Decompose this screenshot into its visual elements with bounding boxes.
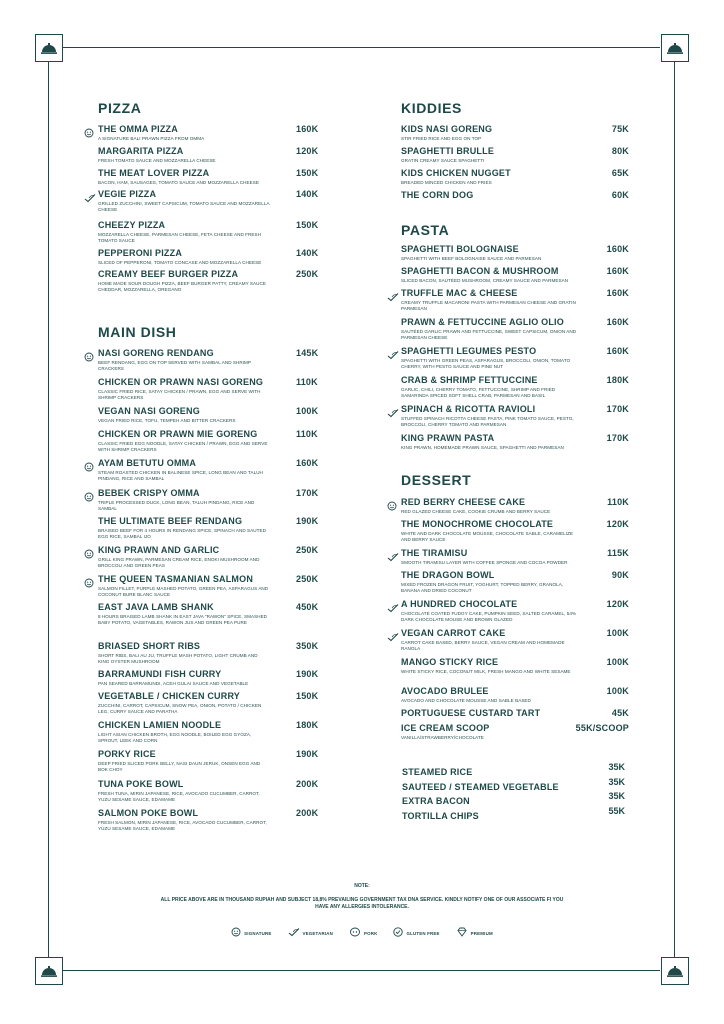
- extra-item-name: STEAMED RICE: [402, 767, 473, 777]
- icon-legend: [0, 924, 724, 942]
- menu-item-name: A HUNDRED CHOCOLATE: [401, 599, 518, 609]
- menu-item: [401, 124, 629, 142]
- menu-item-name: KIDS NASI GORENG: [401, 124, 493, 134]
- section-title-main-dish: MAIN DISH: [98, 324, 177, 340]
- menu-item: [98, 429, 338, 453]
- leaf-check-icon: [387, 600, 397, 610]
- menu-item-description: SAUTÉED GARLIC PRAWN AND FETTUCCINE, SWEET CAPSICUM, ONION AND PARMESAN CHEESE: [401, 328, 577, 340]
- menu-item-description: ZUCCHINI, CARROT, CAPSICUM, SNOW PEA, ONION, POTATO / CHICKEN LEG, CURRY SAUCE AND PARATHA: [98, 702, 262, 714]
- menu-item-description: BACON, HAM, SAUSAGES, TOMATO SAUCE AND MOZZARELLA CHEESE: [98, 179, 259, 185]
- menu-item-name: ICE CREAM SCOOP: [401, 723, 490, 733]
- menu-item-description: SMOOTH TIRAMISU LAYER WITH COFFEE SPONGE AND COCOA POWDER: [401, 559, 568, 565]
- menu-item-price: 250K: [296, 574, 319, 584]
- gluten-free-seal-icon: [393, 924, 403, 942]
- menu-item-description: HOME MADE SOUR DOUGH PIZZA, BEEF BURGER PATTY, CREAMY SAUCE CHEDDAR, MOZZARELLA, OREGANO: [98, 280, 267, 292]
- legend-item: [349, 924, 378, 942]
- menu-item: [401, 375, 629, 399]
- menu-item-description: VEGAN FRIED RICE, TOFU, TEMPEH AND BITTER CRACKERS: [98, 417, 236, 423]
- menu-item-price: 140K: [296, 189, 319, 199]
- menu-item-description: STEAM ROASTED CHICKEN IN BALINESE SPICE, LONG BEAN AND TALUH PINDANG, RICE AND SAMBAL: [98, 469, 263, 481]
- menu-item: [98, 248, 338, 266]
- menu-item-price: 110K: [296, 429, 318, 439]
- menu-item-description: RED GLAZED CHEESE CAKE, COOKIE CRUMB AND BERRY SAUCE: [401, 508, 551, 514]
- corner-top-left: [35, 34, 63, 62]
- menu-item-name: AYAM BETUTU OMMA: [98, 458, 197, 468]
- menu-item-price: 55K/SCOOP: [575, 723, 629, 733]
- menu-item: [401, 497, 629, 515]
- menu-item-price: 190K: [296, 516, 319, 526]
- menu-item: [98, 348, 338, 372]
- menu-item-name: SPAGHETTI BOLOGNAISE: [401, 244, 519, 254]
- menu-item-price: 150K: [296, 220, 319, 230]
- legend-label: VEGETARIAN: [302, 930, 333, 936]
- menu-item-price: 160K: [606, 317, 629, 327]
- menu-item-price: 190K: [296, 669, 319, 679]
- menu-item-description: MOZZARELLA CHEESE, PARMESAN CHEESE, FETA CHEESE AND FRESH TOMATO SAUCE: [98, 231, 261, 243]
- menu-item: [98, 808, 338, 832]
- cloche-icon: [40, 964, 58, 978]
- smile-badge-icon: [387, 498, 397, 508]
- menu-item-description: VANILLA/STRAWBERRY/CHOCOLATE: [401, 734, 484, 740]
- menu-item: [98, 406, 338, 424]
- menu-item-price: 180K: [296, 720, 319, 730]
- menu-item-price: 145K: [296, 348, 319, 358]
- legend-item: [456, 924, 493, 942]
- menu-item-price: 110K: [296, 377, 318, 387]
- menu-item-price: 170K: [606, 433, 629, 443]
- menu-item: [98, 602, 338, 626]
- extra-item: [402, 806, 625, 822]
- menu-item-price: 100K: [606, 657, 629, 667]
- menu-item-name: RED BERRY CHEESE CAKE: [401, 497, 526, 507]
- menu-item-price: 75K: [611, 124, 629, 134]
- smile-badge-icon: [84, 125, 94, 135]
- menu-item: [401, 628, 629, 652]
- menu-item-price: 80K: [611, 146, 629, 156]
- smile-badge-icon: [84, 575, 94, 585]
- menu-item-name: KING PRAWN AND GARLIC: [98, 545, 220, 555]
- extra-item-price: 35K: [608, 762, 625, 772]
- menu-item: [98, 574, 338, 598]
- menu-item-price: 115K: [607, 548, 629, 558]
- menu-item-price: 150K: [296, 168, 319, 178]
- menu-item-name: TRUFFLE MAC & CHEESE: [401, 288, 518, 298]
- menu-item: [401, 433, 629, 451]
- extra-item-name: SAUTEED / STEAMED VEGETABLE: [402, 781, 559, 792]
- menu-item-price: 250K: [296, 269, 319, 279]
- smile-badge-icon: [84, 489, 94, 499]
- right-column: [401, 0, 629, 880]
- menu-item-name: THE TIRAMISU: [401, 548, 468, 558]
- menu-item-price: 160K: [606, 346, 629, 356]
- section-title-pasta: PASTA: [401, 222, 450, 238]
- menu-item: [401, 146, 629, 164]
- extra-item-price: 35K: [608, 791, 625, 802]
- menu-item-name: TUNA POKE BOWL: [98, 779, 184, 789]
- menu-item-price: 170K: [296, 488, 319, 498]
- menu-item-description: CARROT CAKE BASED, BERRY SAUCE, VEGAN CREAM AND HOMEMADE RANOLA: [401, 639, 565, 651]
- menu-item-name: CRAB & SHRIMP FETTUCCINE: [401, 375, 538, 385]
- menu-item: [401, 548, 629, 566]
- legend-label: GLUTEN FREE: [406, 930, 440, 936]
- menu-item-price: 160K: [606, 288, 629, 298]
- menu-item-description: TRIPLE PROCESSED DUCK, LONG BEAN, TALUH PINDANG, RICE AND SAMBAL: [98, 499, 255, 511]
- menu-item-description: BRAISED BEEF FOR 4 HOURS IN RENDANG SPICE, SPINACH AND SAUTED EGG RICE, SAMBAL IJO: [98, 527, 266, 539]
- menu-item: [401, 723, 629, 741]
- menu-item-description: GARLIC, CHILI, CHERRY TOMATO, FETTUCCINE, SHRIMP AND FRIED SAMARINDA SPICED SOFT SHELL CRAB, PARMESAN AND BASIL: [401, 386, 556, 398]
- menu-item-price: 110K: [607, 497, 629, 507]
- menu-item-name: SPAGHETTI LEGUMES PESTO: [401, 346, 537, 356]
- menu-item-name: BRIASED SHORT RIBS: [98, 641, 201, 651]
- menu-item-description: KING PRAWN, HOMEMADE PRAWN SAUCE, SPAGHETTI AND PARMESAN: [401, 444, 564, 450]
- menu-item: [401, 168, 629, 186]
- menu-item-description: CLASSIC FRIED RICE, SATAY CHICKEN / PRAWN, EGG AND SERVE WITH SHRIMP CRACKERS: [98, 388, 261, 400]
- note-title: NOTE:: [354, 883, 370, 889]
- menu-item: [98, 146, 338, 164]
- menu-item-name: THE DRAGON BOWL: [401, 570, 495, 580]
- menu-item-price: 120K: [606, 519, 629, 529]
- extra-item-price: 35K: [608, 776, 625, 787]
- menu-item: [98, 168, 338, 186]
- menu-item-name: SPAGHETTI BRULLE: [401, 146, 495, 156]
- menu-item: [98, 749, 338, 773]
- menu-item-name: CHICKEN OR PRAWN MIE GORENG: [98, 429, 258, 439]
- menu-item-description: WHITE STICKY RICE, COCONUT MILK, FRESH MANGO AND WHITE SESAME: [401, 668, 571, 674]
- extra-item-name: EXTRA BACON: [402, 796, 470, 807]
- menu-item-name: MARGARITA PIZZA: [98, 146, 184, 156]
- menu-item-description: CREAMY TRUFFLE MACARONI PASTA WITH PARMESAN CHEESE AND GRATIN PARMESAN: [401, 299, 576, 311]
- menu-item: [98, 269, 338, 293]
- cloche-icon: [666, 41, 684, 55]
- menu-item-price: 200K: [296, 808, 319, 818]
- menu-item: [98, 124, 338, 142]
- menu-item: [401, 599, 629, 623]
- left-column: [98, 0, 338, 880]
- extra-item: [402, 762, 625, 777]
- menu-item-description: WHITE AND DARK CHOCOLATE MOUSSE, CHOCOLATE SABLE, CARAMELIZE AND BERRY SAUCE: [401, 530, 574, 542]
- menu-item-description: FRESH SALMON, MIRIN JAPANESE, RICE, AVOCADO CUCUMBER, CARROT, YUZU SESAME SAUCE, EDAMAME: [98, 819, 267, 831]
- menu-item-name: VEGIE PIZZA: [98, 189, 157, 199]
- corner-top-right: [661, 34, 689, 62]
- menu-item-price: 190K: [296, 749, 319, 759]
- menu-item: [98, 488, 338, 512]
- menu-item: [98, 691, 338, 715]
- menu-item-description: A SIGNATURE BALI PRAWN PIZZA FROM OMMA: [98, 135, 205, 141]
- extra-item: [402, 776, 625, 792]
- menu-item-name: PRAWN & FETTUCCINE AGLIO OLIO: [401, 317, 564, 327]
- smile-badge-icon: [84, 349, 94, 359]
- menu-item-name: KIDS CHICKEN NUGGET: [401, 168, 511, 178]
- menu-item-name: THE ULTIMATE BEEF RENDANG: [98, 516, 243, 526]
- menu-item: [98, 458, 338, 482]
- menu-item-name: SPAGHETTI BACON & MUSHROOM: [401, 266, 559, 276]
- menu-item-name: SALMON POKE BOWL: [98, 808, 199, 818]
- menu-item: [401, 519, 629, 543]
- menu-item-name: PORKY RICE: [98, 749, 156, 759]
- menu-item-price: 350K: [296, 641, 319, 651]
- leaf-check-icon: [387, 629, 397, 639]
- pig-face-icon: [349, 924, 361, 942]
- menu-item-price: 160K: [296, 458, 319, 468]
- menu-item-description: SALMON FILLET, PURPLE MASHED POTATO, GREEN PEA, ASPARAGUS AND COCONUT BURE BLANC SAUCE: [98, 585, 269, 597]
- leaf-check-icon: [387, 405, 397, 415]
- leaf-check-icon: [84, 190, 94, 200]
- menu-item-name: PORTUGUESE CUSTARD TART: [401, 708, 541, 718]
- menu-item: [98, 641, 338, 665]
- menu-item-name: VEGETABLE / CHICKEN CURRY: [98, 691, 241, 701]
- menu-item-price: 450K: [296, 602, 319, 612]
- menu-item: [98, 189, 338, 213]
- leaf-check-icon: [387, 347, 397, 357]
- menu-item-name: VEGAN CARROT CAKE: [401, 628, 506, 638]
- menu-item-name: CHICKEN LAMIEN NOODLE: [98, 720, 222, 730]
- menu-item: [98, 220, 338, 244]
- menu-item-name: AVOCADO BRULEE: [401, 686, 489, 696]
- cloche-icon: [666, 964, 684, 978]
- section-title-pizza: PIZZA: [98, 100, 142, 116]
- menu-item: [401, 317, 629, 341]
- corner-bottom-left: [35, 957, 63, 985]
- legend-label: PREMIUM: [470, 930, 493, 936]
- menu-item-price: 160K: [606, 266, 629, 276]
- leaf-check-icon: [288, 924, 300, 942]
- menu-item: [98, 377, 338, 401]
- menu-item-price: 60K: [611, 190, 629, 200]
- menu-item-name: SPINACH & RICOTTA RAVIOLI: [401, 404, 536, 414]
- menu-item-description: GRILLED ZUCCHINI, SWEET CAPSICUM, TOMATO SAUCE AND MOZZARELLA CHEESE: [98, 200, 270, 212]
- cloche-icon: [40, 41, 58, 55]
- menu-item-price: 100K: [296, 406, 319, 416]
- section-title-kiddies: KIDDIES: [401, 100, 462, 116]
- menu-item-name: THE QUEEN TASMANIAN SALMON: [98, 574, 254, 584]
- menu-item-name: EAST JAVA LAMB SHANK: [98, 602, 214, 612]
- menu-item-description: PAN SEARED BARRAMUNDI, ACEH GULAI SAUCE AND VEGETABLE: [98, 680, 249, 686]
- menu-item-name: THE OMMA PIZZA: [98, 124, 178, 134]
- frame-left-line: [48, 60, 49, 960]
- menu-item-description: 8 HOURS BRAISED LAMB SHANK IN EAST JAVA "RAWON" SPICE, SMASHED BABY POTATO, VAGETABLES, RAWON JUS AND GREEN PEA PURE: [98, 613, 268, 625]
- legend-item: [393, 924, 439, 942]
- menu-item-name: BARRAMUNDI FISH CURRY: [98, 669, 222, 679]
- menu-item: [98, 516, 338, 540]
- menu-item-description: STUFFED SPINACH RICOTTA CHEESE PASTA, PINK TOMATO SAUCE, PESTO, BROCCOLI, CHERRY TOMATO AND PARMESAN: [401, 415, 574, 427]
- menu-item-description: SHORT RIBS, BALI AU JU, TRUFFLE MASH POTATO, LIGHT CRUMB AND KING OYSTER MUSHROOM: [98, 652, 258, 664]
- menu-item: [401, 266, 629, 284]
- legend-label: PORK: [363, 930, 378, 936]
- menu-item-price: 120K: [296, 146, 319, 156]
- menu-item-description: CLASSIC FRIED EGG NOODLE, SATAY CHICKEN / PRAWN, EGG AND SERVE WITH SHRIMP CRACKERS: [98, 440, 268, 452]
- menu-item: [401, 190, 629, 201]
- menu-item-price: 65K: [611, 168, 629, 178]
- section-title-dessert: DESSERT: [401, 472, 472, 488]
- smile-badge-icon: [84, 546, 94, 556]
- legend-item: [288, 924, 333, 942]
- menu-item-name: THE MONOCHROME CHOCOLATE: [401, 519, 554, 529]
- diamond-icon: [456, 924, 468, 942]
- menu-item-name: CREAMY BEEF BURGER PIZZA: [98, 269, 239, 279]
- leaf-check-icon: [387, 549, 397, 559]
- corner-bottom-right: [661, 957, 689, 985]
- menu-item-price: 160K: [296, 124, 319, 134]
- menu-item-description: LIGHT ASIAN CHICKEN BROTH, EGG NOODLE, BOILED EGG GYOZA, SPROUT, LEEK AND CORN: [98, 731, 252, 743]
- menu-item-price: 120K: [606, 599, 629, 609]
- menu-item-description: AVOCADO AND CHOCOLATE MOUSSE AND SABLE BASED: [401, 697, 531, 703]
- menu-item-price: 160K: [606, 244, 629, 254]
- menu-item: [401, 346, 629, 370]
- menu-item-description: SPAGHETTI WITH GREEN PEAS, ASPARAGUS, BROCCOLI, ONION, TOMATO CHERRY, WITH PESTO SAUCE AND PINE NUT: [401, 357, 571, 369]
- menu-item-description: SPAGHETTI WITH BEEF BOLOGNAISE SAUCE AND PARMESAN: [401, 255, 542, 261]
- menu-item-price: 200K: [296, 779, 319, 789]
- smile-badge-icon: [231, 924, 241, 942]
- menu-item: [98, 720, 338, 744]
- menu-item-name: KING PRAWN PASTA: [401, 433, 495, 443]
- menu-item-description: DEEP FRIED SLICED PORK BELLY, NASI DAUN JERUK, ONSEN EGG AND BOK CHOY: [98, 760, 261, 772]
- menu-item-name: CHICKEN OR PRAWN NASI GORENG: [98, 377, 264, 387]
- menu-item-description: CHOCOLATE COATED FUDGY CAKE, PUMPKIN SEED, SALTED CARAMEL, 54% DARK CHOCOLATE MOUSE AND BROWN GLAZED: [401, 610, 577, 622]
- menu-item-description: MIXED FROZEN DRAGON FRUIT, YOGHURT, TOPPED BERRY, GRANOLA, BANANA AND DRIED COCONUT: [401, 581, 564, 593]
- smile-badge-icon: [84, 459, 94, 469]
- menu-item-description: SLICED OF PEPPERONI, TOMATO CONCASE AND MOZZARELLA CHEESE: [98, 259, 262, 265]
- menu-item: [98, 545, 338, 569]
- legend-item: [231, 924, 271, 942]
- menu-item: [98, 779, 338, 803]
- note-text: ALL PRICE ABOVE ARE IN THOUSAND RUPIAH AND SUBJECT 18,8% PREVAILING GOVERNMENT TAX DNA SERVICE. KINDLY NOTIFY ONE OF OUR ASSOCIATE FI YOU HAVE ANY ALLERGIES INTOLERANCE.: [160, 897, 564, 910]
- menu-item-name: CHEEZY PIZZA: [98, 220, 166, 230]
- frame-bottom-line: [62, 970, 660, 971]
- menu-item-description: BREADED MINCED CHICKEN AND FRIES: [401, 179, 492, 185]
- menu-item-name: THE CORN DOG: [401, 190, 474, 200]
- menu-item-description: FRESH TOMATO SAUCE AND MOZZARELLA CHEESE: [98, 157, 216, 163]
- menu-item: [401, 288, 629, 312]
- menu-item: [401, 708, 629, 719]
- menu-item-price: 100K: [606, 628, 629, 638]
- menu-item-price: 45K: [611, 708, 629, 718]
- menu-item: [401, 686, 629, 704]
- menu-item-name: MANGO STICKY RICE: [401, 657, 499, 667]
- menu-item: [401, 657, 629, 675]
- extra-item-name: TORTILLA CHIPS: [402, 811, 479, 822]
- menu-item-price: 140K: [296, 248, 319, 258]
- menu-item-price: 250K: [296, 545, 319, 555]
- menu-item: [98, 669, 338, 687]
- menu-item: [401, 244, 629, 262]
- menu-item-price: 100K: [606, 686, 629, 696]
- frame-right-line: [674, 60, 675, 960]
- menu-item-name: PEPPERONI PIZZA: [98, 248, 183, 258]
- menu-item-price: 180K: [606, 375, 629, 385]
- menu-item: [401, 570, 629, 594]
- extra-item: [402, 791, 625, 807]
- menu-item-name: NASI GORENG RENDANG: [98, 348, 214, 358]
- menu-item-price: 90K: [611, 570, 629, 580]
- menu-item-description: GRILL KING PRAWN, PARMESAN CREAM RICE, ENOKI MUSHROOM AND BROCCOLI AND GREEN PEAS: [98, 556, 260, 568]
- menu-item-description: BEEF RENDANG, EGG ON TOP SERVED WITH SAMBAL AND SHRIMP CRACKERS: [98, 359, 251, 371]
- menu-item-price: 170K: [606, 404, 629, 414]
- menu-item-description: GRATIN CREAMY SAUCE SPAGHETTI: [401, 157, 485, 163]
- menu-item-description: STIR FRIED RICE AND EGG ON TOP: [401, 135, 482, 141]
- leaf-check-icon: [387, 289, 397, 299]
- extra-item-price: 55K: [608, 806, 625, 817]
- menu-item-name: THE MEAT LOVER PIZZA: [98, 168, 210, 178]
- menu-item-description: FRESH TUNA, MIRIN JAPANESE, RICE, AVOCADO CUCUMBER, CARROT, YUZU SESAME SAUCE, EDAMAME: [98, 790, 260, 802]
- menu-item-description: SLICED BACON, SAUTÉED MUSHROOM, CREAMY SAUCE AND PARMESAN: [401, 277, 569, 283]
- menu-item-name: VEGAN NASI GORENG: [98, 406, 200, 416]
- menu-item-price: 150K: [296, 691, 319, 701]
- menu-item-name: BEBEK CRISPY OMMA: [98, 488, 200, 498]
- legend-label: SIGNATURE: [244, 930, 272, 936]
- menu-item: [401, 404, 629, 428]
